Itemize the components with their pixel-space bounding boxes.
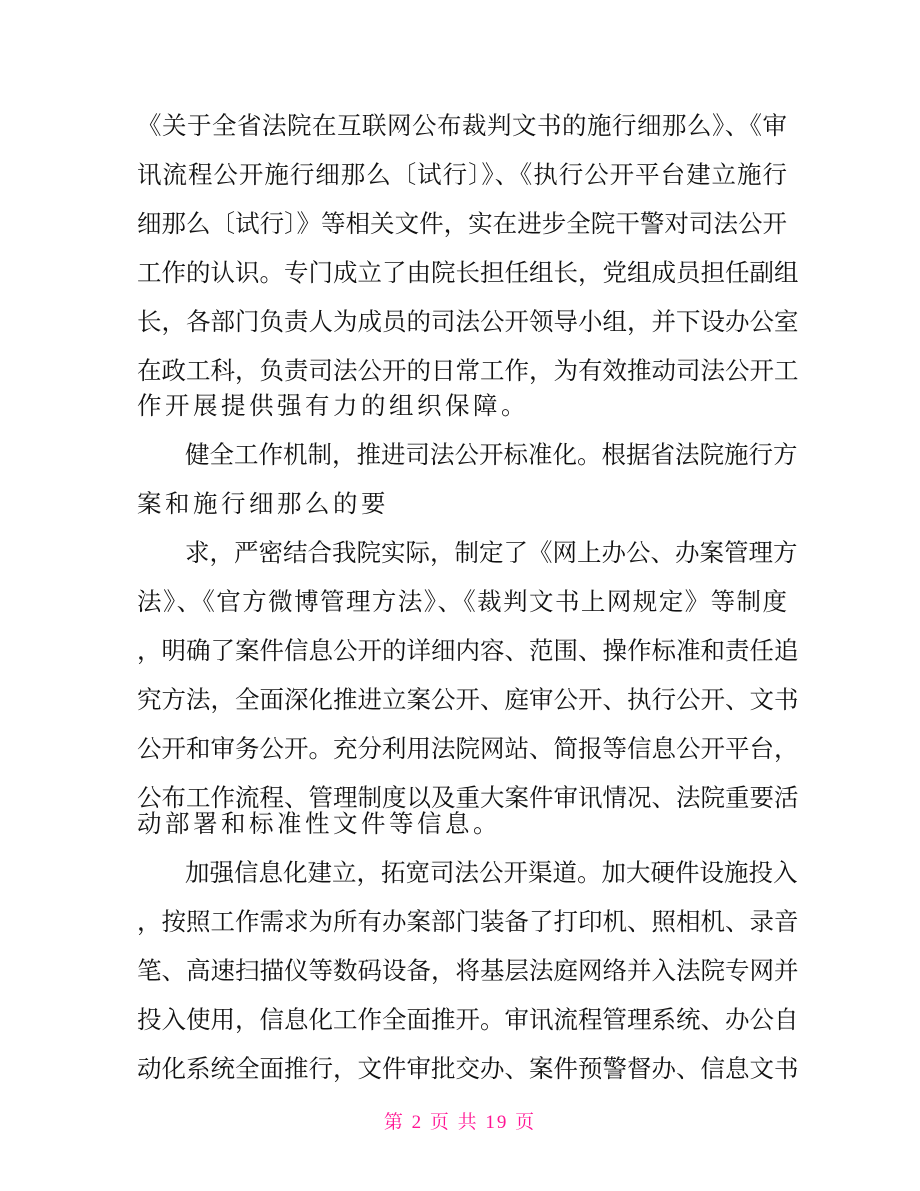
text-line: 公布工作流程、管理制度以及重大案件审讯情况、法院重要活 — [137, 783, 799, 812]
text-line: 长，各部门负责人为成员的司法公开领导小组，并下设办公室 — [137, 307, 799, 336]
text-line: ，按照工作需求为所有办案部门装备了打印机、照相机、录音 — [137, 907, 799, 936]
page-number-footer: 第 2 页 共 19 页 — [383, 1112, 537, 1133]
text-line: 案和施行细那么的要 — [137, 489, 389, 518]
text-line: 投入使用，信息化工作全面推开。审讯流程管理系统、办公自 — [137, 1005, 799, 1034]
text-line: 细那么〔试行〕》等相关文件，实在进步全院干警对司法公开 — [137, 209, 787, 238]
text-line: 动部署和标准性文件等信息。 — [137, 809, 501, 838]
text-line: 作开展提供强有力的组织保障。 — [137, 391, 529, 420]
text-line: 法》、《官方微博管理方法》、《裁判文书上网规定》等制度 — [137, 587, 787, 616]
text-line: 《关于全省法院在互联网公布裁判文书的施行细那么》、《审 — [137, 111, 787, 140]
text-line: 在政工科，负责司法公开的日常工作，为有效推动司法公开工 — [137, 356, 799, 385]
text-line: 笔、高速扫描仪等数码设备，将基层法庭网络并入法院专网并 — [137, 956, 799, 985]
text-line: 公开和审务公开。充分利用法院网站、简报等信息公开平台， — [137, 734, 799, 763]
text-line: 动化系统全面推行，文件审批交办、案件预警督办、信息文书 — [137, 1054, 799, 1083]
paragraph-start-line: 健全工作机制，推进司法公开标准化。根据省法院施行方 — [185, 440, 798, 469]
paragraph-start-line: 加强信息化建立，拓宽司法公开渠道。加大硬件设施投入 — [185, 858, 798, 887]
text-line: 究方法，全面深化推进立案公开、庭审公开、执行公开、文书 — [137, 685, 799, 714]
text-line: ，明确了案件信息公开的详细内容、范围、操作标准和责任追 — [137, 636, 799, 665]
paragraph-start-line: 求，严密结合我院实际，制定了《网上办公、办案管理方 — [185, 538, 798, 567]
text-line: 工作的认识。专门成立了由院长担任组长，党组成员担任副组 — [137, 258, 799, 287]
text-line: 讯流程公开施行细那么〔试行〕》、《执行公开平台建立施行 — [137, 160, 787, 189]
